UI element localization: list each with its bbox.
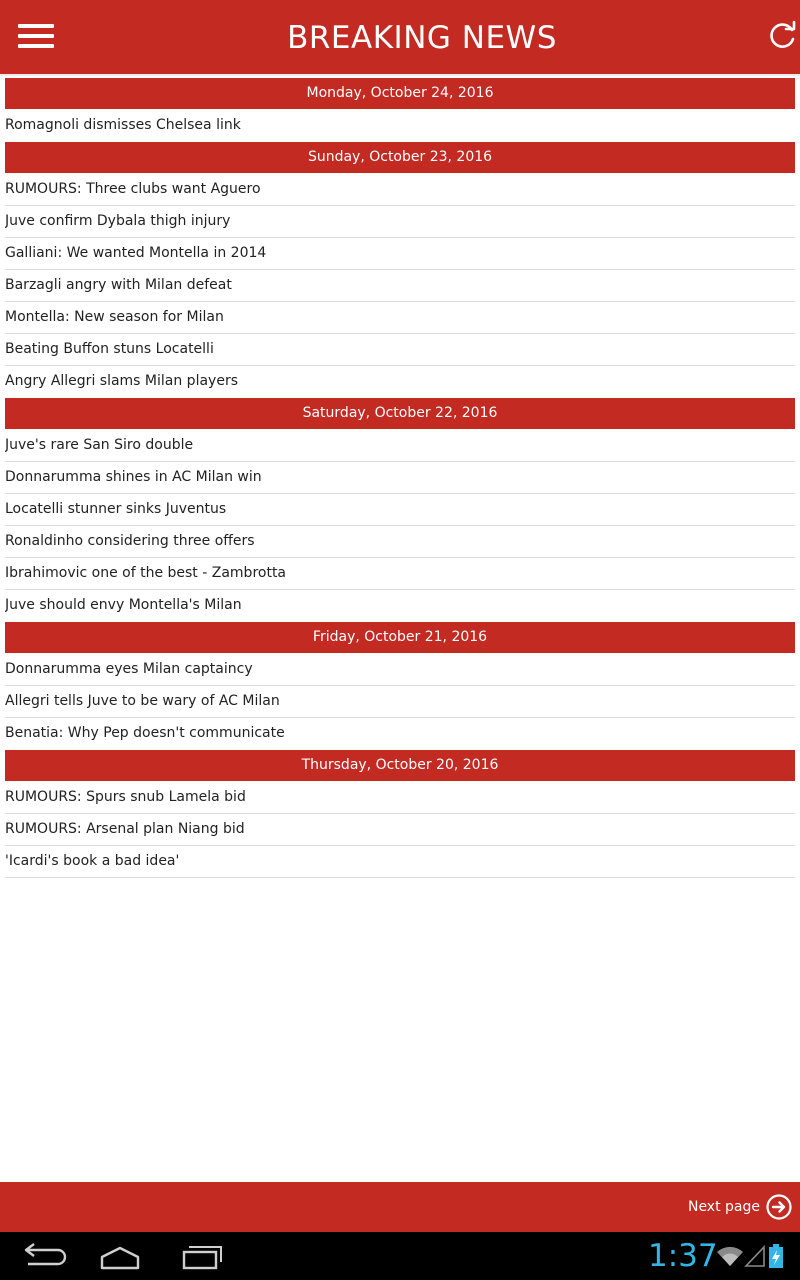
next-page-label: Next page [687,1199,760,1215]
arrow-right-circle-icon [766,1194,792,1220]
clock: 1:37 [648,1238,718,1274]
footer-bar [0,1182,800,1232]
back-icon[interactable] [14,1240,70,1274]
home-icon[interactable] [92,1240,148,1274]
news-item[interactable]: RUMOURS: Three clubs want Aguero [5,174,795,206]
hamburger-menu-icon[interactable] [14,18,58,58]
news-item[interactable]: Juve confirm Dybala thigh injury [5,206,795,238]
page-title: BREAKING NEWS [287,20,557,56]
news-item[interactable]: Donnarumma eyes Milan captaincy [5,654,795,686]
signal-icon [744,1244,766,1268]
date-header: Friday, October 21, 2016 [5,622,795,653]
date-header: Monday, October 24, 2016 [5,78,795,109]
app-bar [0,0,800,74]
news-item[interactable]: Romagnoli dismisses Chelsea link [5,117,241,133]
news-item[interactable]: 'Icardi's book a bad idea' [5,846,795,878]
news-item[interactable]: Montella: New season for Milan [5,302,795,334]
news-item[interactable]: Juve's rare San Siro double [5,430,795,462]
news-item[interactable]: Donnarumma shines in AC Milan win [5,462,795,494]
news-item[interactable]: Barzagli angry with Milan defeat [5,270,795,302]
next-page-button[interactable] [688,1194,792,1220]
news-item[interactable]: RUMOURS: Arsenal plan Niang bid [5,814,795,846]
news-list[interactable] [5,78,795,878]
news-item[interactable]: Juve should envy Montella's Milan [5,597,242,613]
news-item[interactable]: Angry Allegri slams Milan players [5,373,238,389]
news-item[interactable]: Ronaldinho considering three offers [5,526,795,558]
refresh-icon[interactable] [764,20,800,56]
news-item[interactable]: Galliani: We wanted Montella in 2014 [5,238,795,270]
wifi-icon [716,1244,744,1268]
news-item[interactable]: Beating Buffon stuns Locatelli [5,334,795,366]
date-header: Sunday, October 23, 2016 [5,142,795,173]
system-nav-bar [0,1232,800,1280]
recent-apps-icon[interactable] [174,1240,230,1274]
app-bar-divider [0,74,800,76]
news-item[interactable]: Locatelli stunner sinks Juventus [5,494,795,526]
date-header: Saturday, October 22, 2016 [5,398,795,429]
battery-charging-icon [768,1244,784,1270]
date-header: Thursday, October 20, 2016 [5,750,795,781]
news-item[interactable]: RUMOURS: Spurs snub Lamela bid [5,782,795,814]
news-item[interactable]: Benatia: Why Pep doesn't communicate [5,725,285,741]
news-item[interactable]: Ibrahimovic one of the best - Zambrotta [5,558,795,590]
news-item[interactable]: Allegri tells Juve to be wary of AC Milan [5,686,795,718]
